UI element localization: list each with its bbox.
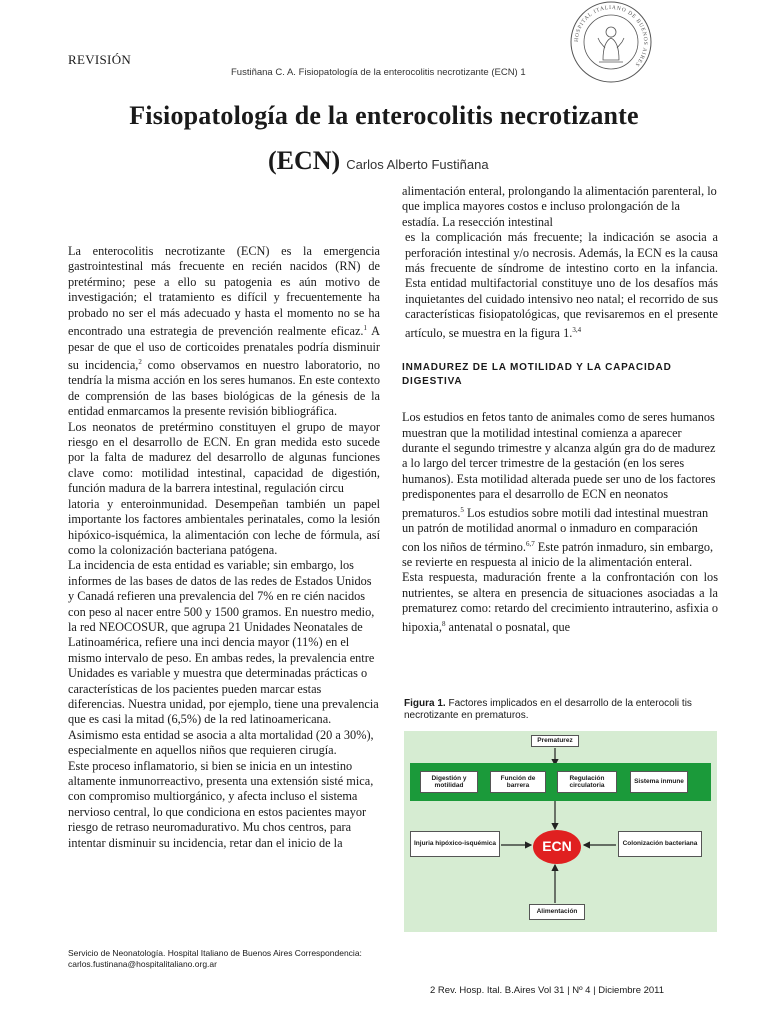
reference-number: 8 (441, 619, 446, 628)
reference-number: 2 (138, 357, 142, 366)
factor-box: Función de barrera (490, 771, 546, 793)
prematurez-box: Prematurez (531, 735, 579, 747)
title-line2 (268, 146, 489, 176)
hospital-seal-icon (569, 0, 653, 84)
section-label: REVISIÓN (68, 52, 132, 67)
journal-citation: 2 Rev. Hosp. Ital. B.Aires Vol 31 | Nº 4 | Diciembre 2011 (430, 985, 665, 996)
reference-number: 6,7 (525, 539, 535, 548)
paragraph: alimentación enteral, prolongando la alimentación parenteral, lo que implica mayores costos e incluso prolongación de la estadía. La resección intestinal (402, 184, 717, 229)
correspondence-email[interactable]: carlos.fustinana@hospitalitaliano.org.ar (68, 958, 217, 969)
factor-box: Digestión y motilidad (420, 771, 478, 793)
paragraph: La incidencia de esta entidad es variable; sin embargo, los informes de las bases de datos de las redes de Estados Unidos y Canadá refieren una prevalencia del 7% en re cién nacidos con peso al nacer entre 500 y 1500 gramos. En nuestro medio, la red NEOCOSUR, que agrupa 21 Unidades Neonatales de Latinoamérica, refiere una inci dencia mayor (11%) en el mismo intervalo de peso. En ambas redes, la prevalencia entre Unidades es variable y muestra que determinadas prácticas o características de los pacientes pueden marcar estas diferencias. Nuestra unidad, por ejemplo, tiene una prevalencia que es casi la mitad (6,5%) de la red latinoamericana. Asimismo esta entidad se asocia a alta mortalidad (20 a 30%), especialmente en aquellos niños que requieren cirugía. (68, 558, 379, 758)
reference-number: 5 (460, 505, 464, 514)
paragraph: Los neonatos de pretérmino constituyen el grupo de mayor riesgo en el desarrollo de ECN. En gran medida esto sucede por la falta de madurez del desarrollo de algunas funciones clave como: motilidad intestinal, capacidad de digestión, función madura de la barrera intestinal, regulación circu (68, 419, 380, 496)
seal-text: HOSPITAL ITALIANO DE BUENOS AIRES (573, 4, 649, 68)
paragraph: La enterocolitis necrotizante (ECN) es la emergencia gastrointestinal más frecuente en recién nacidos (RN) de pretérmino; pese a ello su patogenia es aún motivo de investigación; el tratamiento es difícil y frecuentemente ha probado no ser el más adecuado y hasta el momento no se ha encontrado una estrategia de prevención realmente eficaz.$^1$ A pesar de que el uso de corticoides prenatales podría disminuir su incidencia,$^2$ como observamos en nuestro laboratorio, no tendría la misma acción en los seres humanos. En este contexto de comprensión de las bases biológicas de la génesis de la entidad enmarcamos la presente revisión bibliográfica. (68, 244, 380, 419)
paragraph: Este proceso inflamatorio, si bien se inicia en un intestino altamente inmunorreactivo, presenta una extensión sisté mica, con compromiso multiorgánico, y afecta incluso el sistema nervioso central, lo que condiciona en estos pacientes mayor riesgo de retraso neuromadurativo. Mu chos centros, para intentar disminuir su incidencia, retar dan el inicio de la (68, 758, 374, 850)
running-header: Fustiñana C. A. Fisiopatología de la enterocolitis necrotizante (ECN) 1 (231, 67, 526, 78)
footer-affiliation (68, 948, 368, 969)
affiliation-text: Servicio de Neonatología. Hospital Italiano de Buenos Aires Correspondencia: (68, 948, 362, 958)
ecn-node: ECN (542, 838, 572, 854)
figure-label: Figura 1. (404, 698, 446, 709)
svg-text:HOSPITAL ITALIANO DE BUENOS AI (574, 5, 648, 68)
paragraph: Los estudios en fetos tanto de animales como de seres humanos muestran que la motilidad intestinal comienza a aparecer durante el segundo trimestre y alcanza algún gra do de madurez a lo largo del tercer trimestre de la gestación (en los seres humanos). Esta motilidad alterada puede ser uno de los factores predisponentes para el desarrollo de ECN en neonatos prematuros.$^5$ Los estudios sobre motili dad intestinal muestran un patrón de motilidad anormal o inmaduro en comparación con los niños de término.$^{6,7}$ Este patrón inmaduro, sin embargo, se revierte en respuesta al inicio de la alimentación enteral. (402, 410, 716, 569)
reference-number: 1 (363, 324, 367, 333)
title-abbreviation: (ECN) (268, 146, 341, 175)
article-title: Fisiopatología de la enterocolitis necrotizante (129, 101, 639, 130)
left-column (68, 244, 380, 851)
factor-box: Sistema inmune (630, 771, 688, 793)
figure-caption: Figura 1. Factores implicados en el desarrollo de la enterocoli tis necrotizante en prematuros. (404, 698, 692, 721)
feeding-box: Alimentación (529, 904, 585, 920)
paragraph: latoria y enteroinmunidad. Desempeñan también un papel importante los factores ambientales perinatales, como la lesión hipóxico-isquémica, la alimentación con leche de fórmula, así como la colonización bacteriana patógena. (68, 496, 380, 557)
paragraph: es la complicación más frecuente; la indicación se asocia a perforación intestinal y/o necrosis. Además, la ECN es la causa más frecuente de síndrome de intestino corto en la infancia. Esta entidad multifactorial constituye uno de los desafíos más inquietantes del cuidado intensivo neo natal; el recorrido de sus características fisiopatológicas, que revisaremos en el presente artículo, se muestra en la figura 1.$^{3,4}$ (405, 230, 718, 340)
figure-diagram (404, 731, 717, 932)
injury-box: Injuria hipóxico-isquémica (410, 831, 500, 857)
colonization-box: Colonización bacteriana (618, 831, 702, 857)
paragraph: Esta respuesta, maduración frente a la confrontación con los nutrientes, se altera en presencia de situaciones asociadas a la prematurez como: retardo del crecimiento intrauterino, asfixia o hipoxia,$^8$ antenatal o posnatal, que (402, 570, 718, 634)
right-column (402, 184, 718, 635)
author-name: Carlos Alberto Fustiñana (346, 157, 489, 172)
section-heading: INMADUREZ DE LA MOTILIDAD Y LA CAPACIDAD DIGESTIVA (402, 362, 672, 388)
reference-number: 3,4 (572, 325, 582, 334)
factor-box: Regulación circulatoria (557, 771, 617, 793)
